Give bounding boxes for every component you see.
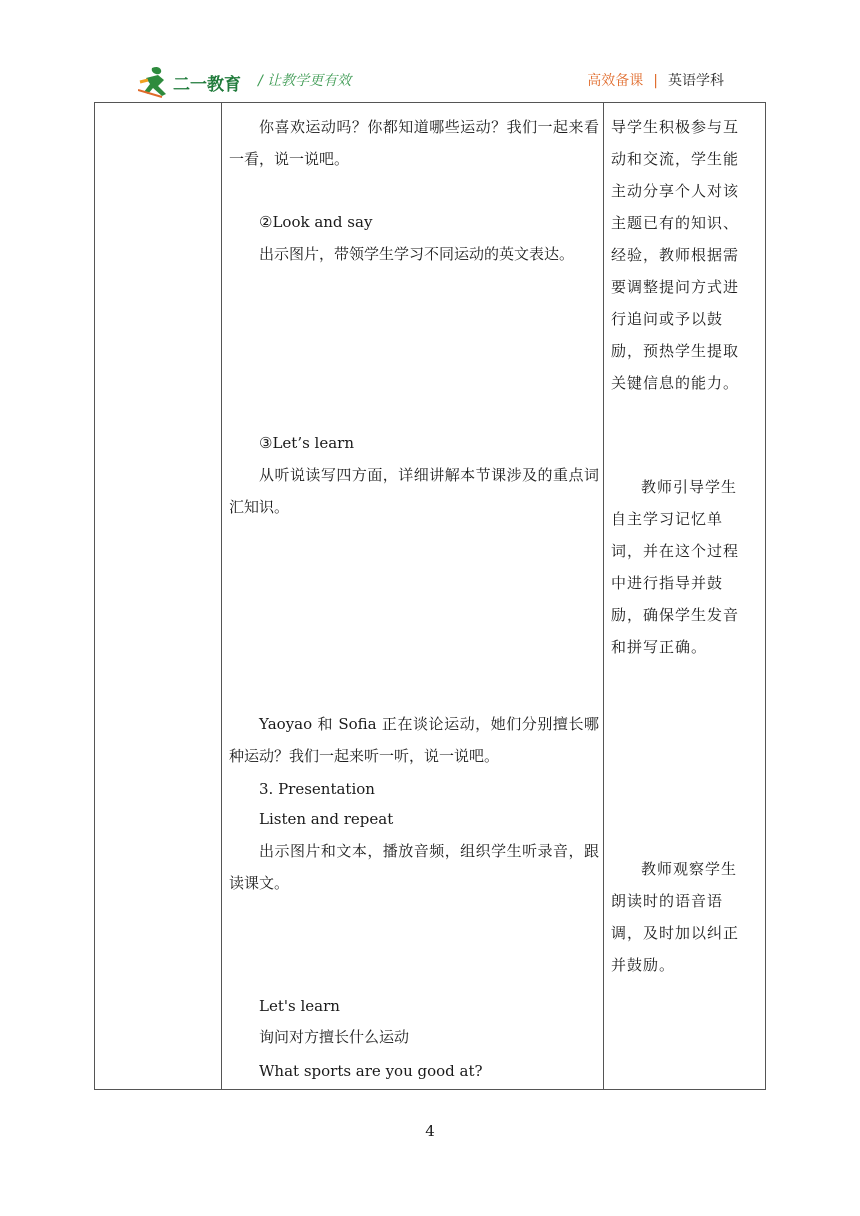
activity-paragraph: 出示图片和文本，播放音频，组织学生听录音，跟读课文。 (229, 842, 599, 892)
table-divider (221, 103, 222, 1089)
activity-paragraph: Yaoyao 和 Sofia 正在谈论运动，她们分别擅长哪种运动？我们一起来听一听，说一说吧。 (229, 715, 599, 765)
header-tag-prep: 高效备课 (587, 73, 644, 89)
activity-paragraph: 你喜欢运动吗？你都知道哪些运动？我们一起来看一看，说一说吧。 (229, 118, 599, 168)
activity-heading: ③Let’s learn (259, 434, 354, 452)
header-subject (587, 70, 724, 90)
activity-paragraph: 从听说读写四方面，详细讲解本节课涉及的重点词汇知识。 (229, 466, 599, 516)
intent-paragraph: 教师引导学生自主学习记忆单词，并在这个过程中进行指导并鼓励，确保学生发音和拼写正确。 (611, 478, 740, 656)
activity-heading: Listen and repeat (259, 810, 394, 828)
activity-paragraph: What sports are you good at? (259, 1062, 483, 1080)
lesson-plan-table (94, 102, 766, 1090)
activity-paragraph: 询问对方擅长什么运动 (259, 1028, 410, 1046)
logo-text: 二一教育 (173, 75, 241, 95)
intent-paragraph: 导学生积极参与互动和交流，学生能主动分享个人对该主题已有的知识、经验，教师根据需要调整提问方式进行追问或予以鼓励，预热学生提取关键信息的能力。 (611, 118, 740, 392)
activity-paragraph: 出示图片，带领学生学习不同运动的英文表达。 (259, 245, 575, 263)
activity-heading: 3. Presentation (259, 780, 375, 798)
page-number: 4 (425, 1122, 435, 1140)
activity-heading: Let's learn (259, 997, 340, 1015)
header-slogan: / 让教学更有效 (258, 73, 352, 89)
activity-heading: ②Look and say (259, 213, 373, 231)
page-header (0, 0, 860, 100)
header-tag-subject: 英语学科 (668, 73, 724, 89)
table-divider (603, 103, 604, 1089)
header-separator: | (653, 73, 658, 89)
intent-paragraph: 教师观察学生朗读时的语音语调，及时加以纠正并鼓励。 (611, 860, 740, 974)
